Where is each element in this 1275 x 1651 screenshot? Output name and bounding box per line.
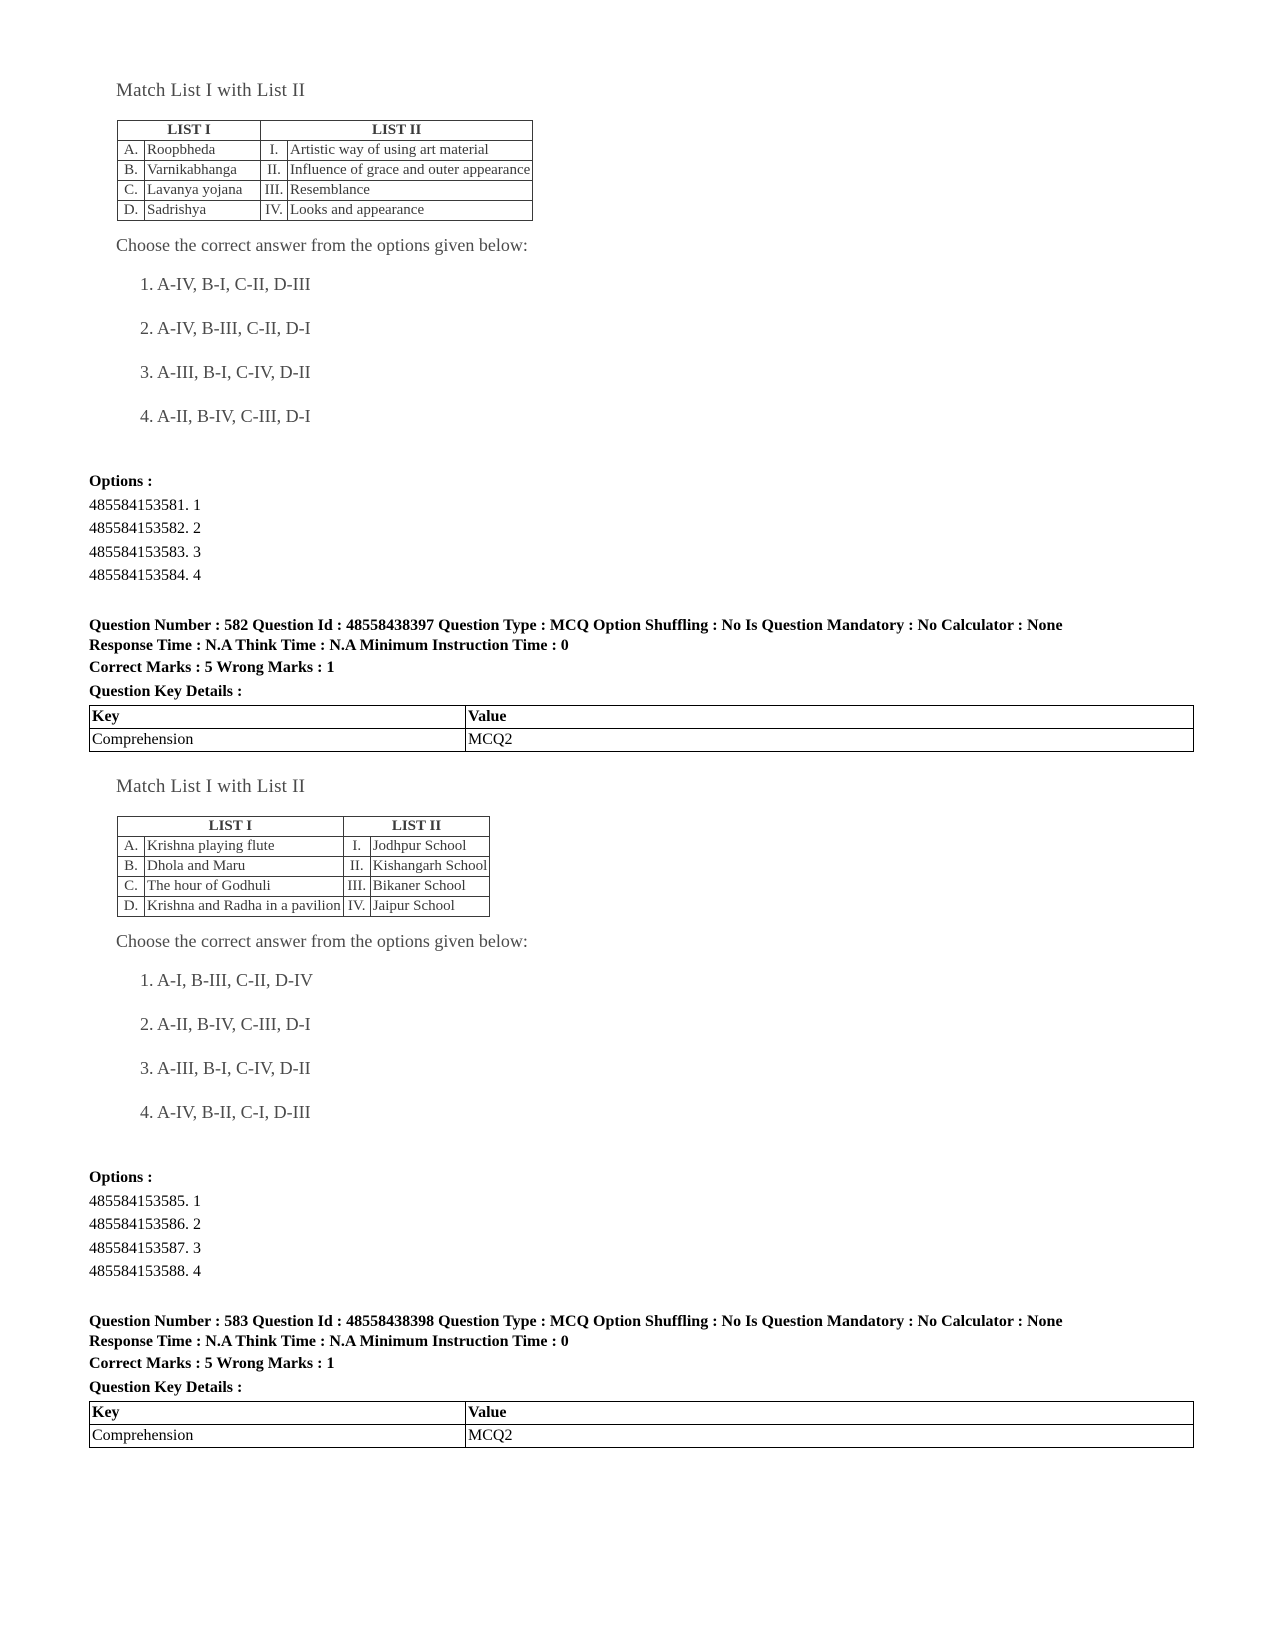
options-block xyxy=(89,470,201,588)
answer-option: 3. A-III, B-I, C-IV, D-II xyxy=(140,362,311,382)
list1-header: LIST I xyxy=(118,121,261,141)
row-numeral: II. xyxy=(261,161,288,181)
list2-item: Bikaner School xyxy=(370,877,490,897)
option-item: 485584153587. 3 xyxy=(89,1239,201,1257)
key-details-label: Question Key Details : xyxy=(89,682,243,700)
row-letter: A. xyxy=(118,837,145,857)
row-letter: D. xyxy=(118,201,145,221)
row-letter: A. xyxy=(118,141,145,161)
row-numeral: III. xyxy=(343,877,370,897)
list1-header: LIST I xyxy=(118,817,344,837)
options-label: Options : xyxy=(89,1169,153,1186)
table-row xyxy=(118,201,533,221)
question-title: Match List I with List II xyxy=(116,776,306,797)
list2-item: Kishangarh School xyxy=(370,857,490,877)
key-details-label: Question Key Details : xyxy=(89,1378,243,1396)
question-meta-line: Question Number : 583 Question Id : 48558438398 Question Type : MCQ Option Shuffling : No Is Question Mandatory : No Calculator : None xyxy=(89,1313,1063,1330)
match-table xyxy=(117,816,490,917)
key-header: Key xyxy=(90,706,466,729)
key-header: Key xyxy=(90,1402,466,1425)
row-numeral: II. xyxy=(343,857,370,877)
option-item: 485584153581. 1 xyxy=(89,496,201,514)
value-header: Value xyxy=(466,706,1194,729)
table-row xyxy=(118,141,533,161)
list1-item: The hour of Godhuli xyxy=(145,877,344,897)
question-meta-line: Response Time : N.A Think Time : N.A Minimum Instruction Time : 0 xyxy=(89,1332,569,1350)
list1-item: Lavanya yojana xyxy=(145,181,261,201)
table-row xyxy=(118,857,490,877)
question-583-meta xyxy=(89,1312,1199,1397)
match-table xyxy=(117,120,533,221)
row-letter: C. xyxy=(118,181,145,201)
options-block xyxy=(89,1166,201,1284)
option-item: 485584153585. 1 xyxy=(89,1192,201,1210)
list2-item: Looks and appearance xyxy=(288,201,533,221)
list1-item: Krishna playing flute xyxy=(145,837,344,857)
option-item: 485584153588. 4 xyxy=(89,1263,201,1280)
row-numeral: IV. xyxy=(343,897,370,917)
row-numeral: III. xyxy=(261,181,288,201)
question-title: Match List I with List II xyxy=(116,80,306,101)
table-row xyxy=(118,877,490,897)
answer-option: 3. A-III, B-I, C-IV, D-II xyxy=(140,1058,311,1078)
row-letter: C. xyxy=(118,877,145,897)
list1-item: Roopbheda xyxy=(145,141,261,161)
option-item: 485584153584. 4 xyxy=(89,567,201,584)
table-row xyxy=(118,897,490,917)
option-item: 485584153586. 2 xyxy=(89,1216,201,1233)
row-letter: B. xyxy=(118,161,145,181)
question-key-table xyxy=(89,1401,1194,1448)
list2-item: Resemblance xyxy=(288,181,533,201)
options-label: Options : xyxy=(89,473,153,490)
row-letter: D. xyxy=(118,897,145,917)
key-cell: Comprehension xyxy=(90,1425,466,1448)
marks-line: Correct Marks : 5 Wrong Marks : 1 xyxy=(89,1355,335,1372)
row-numeral: I. xyxy=(343,837,370,857)
option-item: 485584153582. 2 xyxy=(89,520,201,537)
answer-option: 1. A-I, B-III, C-II, D-IV xyxy=(140,970,313,990)
value-header: Value xyxy=(466,1402,1194,1425)
choose-instruction: Choose the correct answer from the options given below: xyxy=(116,931,528,951)
list2-item: Jaipur School xyxy=(370,897,490,917)
question-key-table xyxy=(89,705,1194,752)
answer-option: 2. A-IV, B-III, C-II, D-I xyxy=(140,318,311,338)
answer-option: 2. A-II, B-IV, C-III, D-I xyxy=(140,1014,311,1034)
list1-item: Krishna and Radha in a pavilion xyxy=(145,897,344,917)
list2-item: Influence of grace and outer appearance xyxy=(288,161,533,181)
list1-item: Varnikabhanga xyxy=(145,161,261,181)
list2-header: LIST II xyxy=(343,817,490,837)
answer-option: 4. A-IV, B-II, C-I, D-III xyxy=(140,1102,311,1122)
question-582-image xyxy=(110,776,590,1123)
question-582-meta xyxy=(89,616,1199,701)
list1-item: Sadrishya xyxy=(145,201,261,221)
option-item: 485584153583. 3 xyxy=(89,543,201,561)
value-cell: MCQ2 xyxy=(466,1425,1194,1448)
row-letter: B. xyxy=(118,857,145,877)
row-numeral: IV. xyxy=(261,201,288,221)
list1-item: Dhola and Maru xyxy=(145,857,344,877)
list2-item: Artistic way of using art material xyxy=(288,141,533,161)
list2-header: LIST II xyxy=(261,121,533,141)
value-cell: MCQ2 xyxy=(466,729,1194,752)
row-numeral: I. xyxy=(261,141,288,161)
key-cell: Comprehension xyxy=(90,729,466,752)
marks-line: Correct Marks : 5 Wrong Marks : 1 xyxy=(89,659,335,676)
question-581-image xyxy=(110,80,590,427)
list2-item: Jodhpur School xyxy=(370,837,490,857)
table-row xyxy=(118,837,490,857)
question-meta-line: Response Time : N.A Think Time : N.A Minimum Instruction Time : 0 xyxy=(89,636,569,654)
table-row xyxy=(118,181,533,201)
table-row xyxy=(118,161,533,181)
answer-option: 4. A-II, B-IV, C-III, D-I xyxy=(140,406,311,426)
choose-instruction: Choose the correct answer from the options given below: xyxy=(116,235,528,255)
question-meta-line: Question Number : 582 Question Id : 48558438397 Question Type : MCQ Option Shuffling : No Is Question Mandatory : No Calculator : None xyxy=(89,617,1063,634)
answer-option: 1. A-IV, B-I, C-II, D-III xyxy=(140,274,311,294)
